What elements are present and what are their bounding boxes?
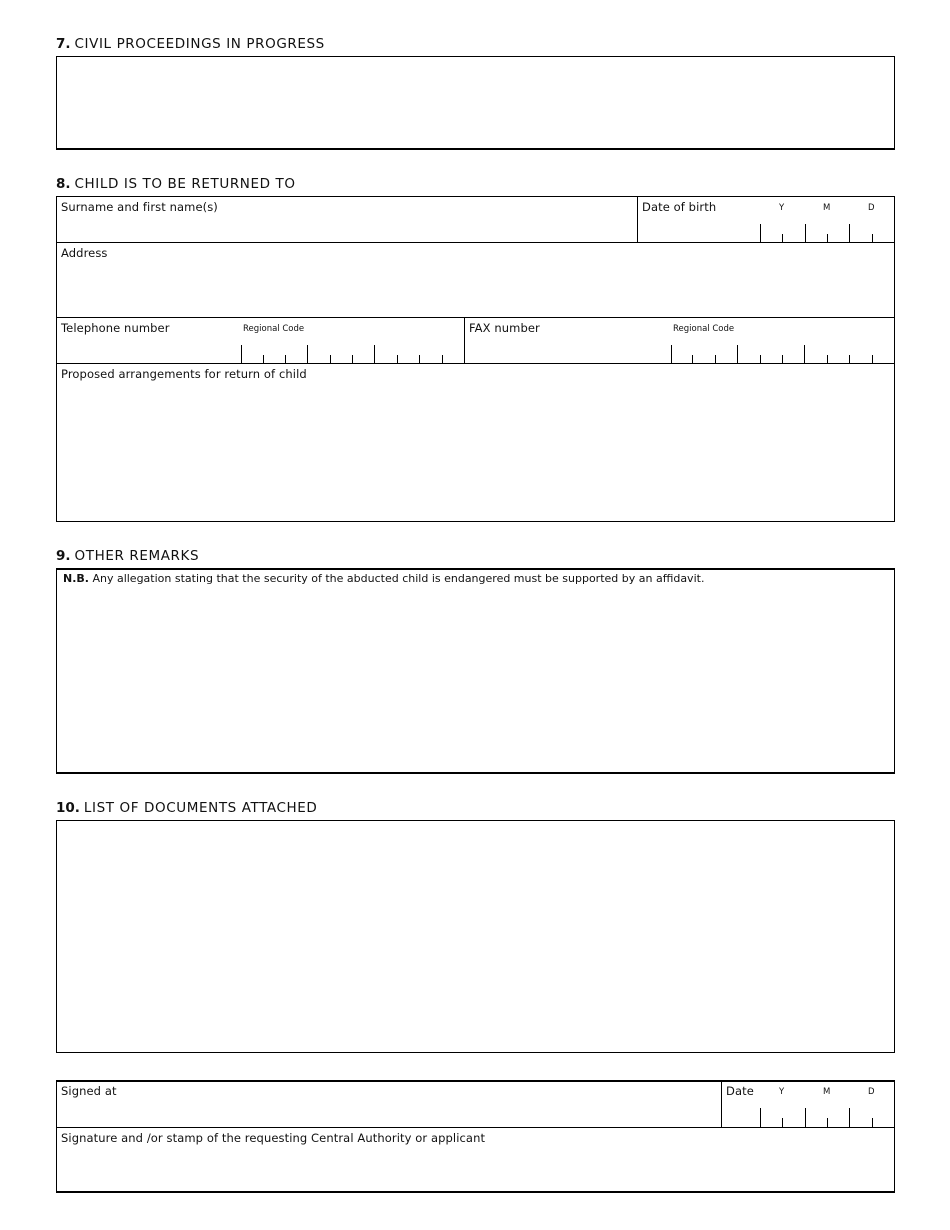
section-8-title-text: CHILD IS TO BE RETURNED TO [74,176,296,192]
date-tick [849,1108,850,1127]
section-8-title [56,176,296,192]
section-7-number: 7. [56,36,71,52]
signed-at-label: Signed at [61,1084,117,1098]
fax-tick [849,355,850,363]
telephone-regional-code-label: Regional Code [243,324,305,334]
section-9-title-text: OTHER REMARKS [74,548,200,564]
documents-attached-field[interactable] [56,820,895,1053]
telephone-tick [307,345,308,363]
dob-tick [805,224,806,242]
civil-proceedings-field[interactable] [56,56,895,150]
signed-at-field[interactable] [57,1082,721,1127]
section-7-title [56,36,325,52]
fax-tick [692,355,693,363]
signature-date-year-label: Y [779,1087,785,1097]
fax-regional-code-label: Regional Code [673,324,735,334]
dob-day-label: D [868,203,875,213]
dob-tick [760,224,761,242]
fax-tick [782,355,783,363]
telephone-tick [442,355,443,363]
dob-tick [827,234,828,242]
telephone-label: Telephone number [61,321,170,335]
telephone-tick [352,355,353,363]
date-tick [760,1108,761,1127]
signature-date-day-label: D [868,1087,875,1097]
signature-date-label: Date [726,1084,754,1098]
date-tick [872,1118,873,1127]
remarks-note [63,572,704,585]
telephone-tick [419,355,420,363]
section-9-number: 9. [56,548,71,564]
date-tick [827,1118,828,1127]
telephone-tick [285,355,286,363]
section-9-title [56,548,199,564]
address-label: Address [61,246,108,260]
section-7-title-text: CIVIL PROCEEDINGS IN PROGRESS [74,36,325,52]
note-prefix: N.B. [63,572,89,585]
fax-tick [827,355,828,363]
fax-tick [715,355,716,363]
section-8-number: 8. [56,176,71,192]
dob-month-label: M [823,203,831,213]
address-field[interactable] [57,243,894,317]
dob-tick [849,224,850,242]
telephone-tick [263,355,264,363]
telephone-tick [241,345,242,363]
section-10-number: 10. [56,800,80,816]
signature-date-month-label: M [823,1087,831,1097]
surname-label: Surname and first name(s) [61,200,218,214]
fax-label: FAX number [469,321,540,335]
fax-tick [671,345,672,363]
arrangements-label: Proposed arrangements for return of child [61,367,307,381]
dob-tick [782,234,783,242]
fax-tick [760,355,761,363]
fax-tick [872,355,873,363]
fax-tick [804,345,805,363]
note-text: Any allegation stating that the security of the abducted child is endangered must be supported by an affidavit. [92,572,705,585]
signature-label: Signature and /or stamp of the requesting Central Authority or applicant [61,1131,486,1145]
telephone-tick [330,355,331,363]
date-tick [782,1118,783,1127]
dob-tick [872,234,873,242]
telephone-tick [374,345,375,363]
dob-label: Date of birth [642,200,717,214]
other-remarks-field[interactable] [56,568,895,774]
section-10-title [56,800,317,816]
dob-year-label: Y [779,203,785,213]
fax-tick [737,345,738,363]
arrangements-field[interactable] [57,364,894,521]
section-10-title-text: LIST OF DOCUMENTS ATTACHED [83,800,318,816]
date-tick [805,1108,806,1127]
telephone-tick [397,355,398,363]
